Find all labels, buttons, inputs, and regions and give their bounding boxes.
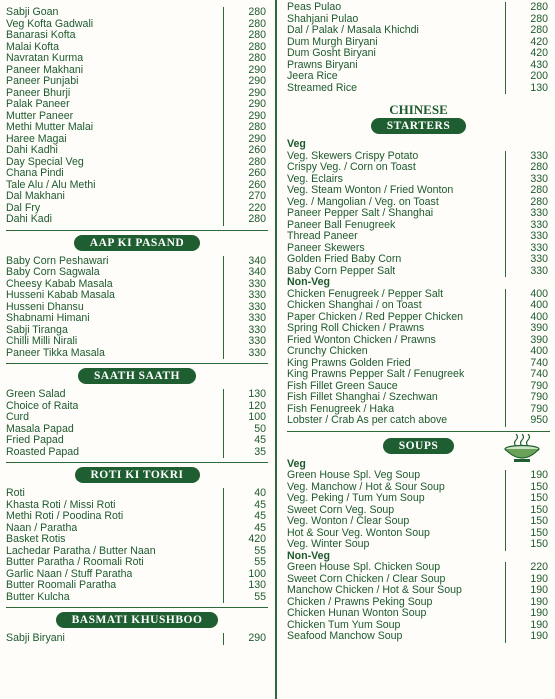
item-name: Banarasi Kofta <box>6 30 76 41</box>
item-name: Roasted Papad <box>6 446 80 458</box>
item-price: 330 <box>223 279 268 291</box>
item-price: 270 <box>223 191 268 203</box>
item-name: Spring Roll Chicken / Prawns <box>287 323 425 334</box>
item-price: 740 <box>505 358 550 370</box>
menu-item <box>287 404 550 416</box>
item-name: Seafood Manchow Soup <box>287 631 403 642</box>
item-price: 150 <box>505 482 550 494</box>
menu-item <box>287 14 550 26</box>
item-price: 330 <box>223 348 268 360</box>
menu-item <box>287 83 550 95</box>
item-price: 100 <box>223 412 268 424</box>
menu-item <box>287 151 550 163</box>
item-name: Dum Gosht Biryani <box>287 48 376 59</box>
item-price: 330 <box>505 220 550 232</box>
menu-item <box>287 323 550 335</box>
menu-item <box>6 279 268 291</box>
item-name: Mutter Paneer <box>6 110 74 122</box>
item-price: 330 <box>505 231 550 243</box>
item-price: 280 <box>223 19 268 31</box>
item-name: Veg. Steam Wonton / Fried Wonton <box>287 185 454 196</box>
menu-item <box>287 392 550 404</box>
menu-item <box>287 208 550 220</box>
basmati-list <box>6 633 268 645</box>
divider <box>6 462 268 463</box>
item-price: 190 <box>505 585 550 597</box>
item-price: 190 <box>505 608 550 620</box>
item-price: 290 <box>223 633 268 645</box>
menu-item <box>6 424 268 436</box>
item-name: Green Salad <box>6 389 66 400</box>
menu-item <box>6 511 268 523</box>
item-price: 150 <box>505 539 550 551</box>
item-name: Paneer Punjabi <box>6 76 79 87</box>
nonveg-label: Non-Veg <box>287 276 330 288</box>
item-name: Sabji Biryani <box>6 633 65 644</box>
item-name: Chicken Shanghai / on Toast <box>287 300 422 311</box>
item-name: Hot & Sour Veg. Wonton Soup <box>287 527 430 539</box>
item-price: 190 <box>505 470 550 482</box>
item-price: 430 <box>505 60 550 72</box>
menu-item <box>287 539 550 551</box>
menu-item <box>6 435 268 447</box>
item-name: Thread Paneer <box>287 231 358 242</box>
right-column <box>287 0 550 643</box>
item-price: 130 <box>505 83 550 95</box>
menu-item <box>287 369 550 381</box>
item-price: 100 <box>223 569 268 581</box>
item-price: 280 <box>223 53 268 65</box>
item-name: Sabji Goan <box>6 7 59 18</box>
item-price: 330 <box>505 151 550 163</box>
menu-item <box>6 7 268 19</box>
item-name: Methi Mutter Malai <box>6 122 94 133</box>
soups-nonveg-list <box>287 562 550 643</box>
item-name: Dum Murgh Biryani <box>287 36 378 48</box>
item-name: Paneer Tikka Masala <box>6 347 105 359</box>
menu-item <box>6 290 268 302</box>
item-price: 290 <box>223 134 268 146</box>
soups-nonveg-label: Non-Veg <box>287 549 330 562</box>
item-name: Basket Rotis <box>6 534 66 545</box>
item-name: Lobster / Crab As per catch above <box>287 415 448 426</box>
item-name: Baby Corn Pepper Salt <box>287 265 396 277</box>
item-name: Curd <box>6 412 29 423</box>
menu-item <box>287 335 550 347</box>
item-name: Tale Alu / Alu Methi <box>6 179 96 191</box>
menu-item <box>287 289 550 301</box>
item-price: 50 <box>223 424 268 436</box>
menu-item <box>6 203 268 215</box>
item-name: Malai Kofta <box>6 41 59 53</box>
veg-label: Veg <box>287 138 306 150</box>
menu-item <box>287 574 550 586</box>
section-roti-ki-tokri: ROTI KI TOKRI <box>75 467 200 483</box>
item-name: Sweet Corn Veg. Soup <box>287 504 395 516</box>
menu-item <box>287 608 550 620</box>
item-price: 280 <box>223 7 268 19</box>
item-price: 260 <box>223 145 268 157</box>
rice-list <box>287 0 550 94</box>
divider <box>6 363 268 364</box>
saath-saath-list <box>6 389 268 458</box>
menu-item <box>6 122 268 134</box>
item-name: Baby Corn Peshawari <box>6 255 109 267</box>
menu-item <box>6 99 268 111</box>
menu-item <box>6 569 268 581</box>
item-name: Green House Spl. Veg Soup <box>287 470 421 481</box>
item-price: 330 <box>505 174 550 186</box>
item-price: 790 <box>505 404 550 416</box>
item-price: 150 <box>505 528 550 540</box>
item-price: 330 <box>223 313 268 325</box>
item-price: 220 <box>505 562 550 574</box>
item-name: Fish Fenugreek / Haka <box>287 403 395 415</box>
item-name: Veg. Manchow / Hot & Sour Soup <box>287 481 445 493</box>
item-name: Veg. Peking / Tum Yum Soup <box>287 493 425 504</box>
item-name: Veg. Wonton / Clear Soup <box>287 516 410 527</box>
item-price: 280 <box>505 162 550 174</box>
menu-item <box>287 37 550 49</box>
menu-item <box>6 500 268 512</box>
item-price: 330 <box>223 336 268 348</box>
item-name: Day Special Veg <box>6 156 84 168</box>
item-price: 400 <box>505 300 550 312</box>
item-price: 280 <box>223 214 268 226</box>
item-price: 55 <box>223 592 268 604</box>
menu-item <box>6 267 268 279</box>
menu-item <box>6 401 268 413</box>
menu-item <box>6 302 268 314</box>
soups-veg-list <box>287 470 550 551</box>
menu-item <box>6 313 268 325</box>
item-name: Paneer Ball Fenugreek <box>287 219 396 231</box>
menu-item <box>287 482 550 494</box>
section-saath-saath: SAATH SAATH <box>78 368 196 384</box>
divider <box>6 230 268 231</box>
menu-item <box>287 562 550 574</box>
menu-item <box>6 214 268 226</box>
soup-bowl-icon <box>502 434 542 464</box>
menu-item <box>6 42 268 54</box>
menu-item <box>287 528 550 540</box>
item-name: Crunchy Chicken <box>287 346 368 357</box>
item-price: 55 <box>223 557 268 569</box>
menu-item <box>6 111 268 123</box>
menu-item <box>6 523 268 535</box>
menu-item <box>6 557 268 569</box>
menu-item <box>6 580 268 592</box>
item-price: 55 <box>223 546 268 558</box>
menu-item <box>6 53 268 65</box>
starters-nonveg-list <box>287 289 550 427</box>
item-price: 280 <box>223 42 268 54</box>
item-name: Fish Fillet Shanghai / Szechwan <box>287 392 438 403</box>
item-name: Jeera Rice <box>287 71 338 82</box>
menu-item <box>287 185 550 197</box>
menu-item <box>287 300 550 312</box>
section-aap-ki-pasand: AAP KI PASAND <box>74 235 200 251</box>
item-price: 280 <box>505 2 550 14</box>
menu-item <box>287 174 550 186</box>
menu-item <box>6 30 268 42</box>
item-name: Veg. Skewers Crispy Potato <box>287 150 419 162</box>
item-price: 45 <box>223 500 268 512</box>
item-price: 330 <box>505 254 550 266</box>
section-starters: STARTERS <box>371 118 466 134</box>
menu-item <box>6 19 268 31</box>
divider <box>287 431 550 432</box>
item-price: 280 <box>505 185 550 197</box>
menu-item <box>6 633 268 645</box>
item-name: Chicken Hunan Wonton Soup <box>287 608 427 619</box>
menu-item <box>287 71 550 83</box>
item-name: Dal / Palak / Masala Khichdi <box>287 25 419 36</box>
item-name: Chicken Fenugreek / Pepper Salt <box>287 288 444 300</box>
menu-item <box>6 412 268 424</box>
menu-item <box>6 168 268 180</box>
menu-item <box>6 534 268 546</box>
item-name: Fried Wonton Chicken / Prawns <box>287 334 436 346</box>
item-name: Khasta Roti / Missi Roti <box>6 499 116 511</box>
menu-item <box>287 2 550 14</box>
section-soups: SOUPS <box>383 438 455 454</box>
item-price: 280 <box>223 30 268 42</box>
menu-item <box>6 180 268 192</box>
menu-item <box>6 336 268 348</box>
item-price: 340 <box>223 256 268 268</box>
item-name: Veg. Eclairs <box>287 173 343 185</box>
menu-item <box>287 346 550 358</box>
menu-item <box>6 592 268 604</box>
menu-item <box>287 25 550 37</box>
item-price: 130 <box>223 389 268 401</box>
menu-item <box>6 488 268 500</box>
item-name: Dal Makhani <box>6 191 65 202</box>
item-name: Fish Fillet Green Sauce <box>287 380 398 392</box>
item-name: Paper Chicken / Red Pepper Chicken <box>287 311 464 323</box>
menu-item <box>287 381 550 393</box>
menu-item <box>287 415 550 427</box>
menu-item <box>287 585 550 597</box>
item-name: Paneer Makhani <box>6 64 84 76</box>
menu-item <box>287 358 550 370</box>
item-name: Streamed Rice <box>287 82 358 94</box>
curries-list <box>6 0 268 226</box>
item-name: Paneer Pepper Salt / Shanghai <box>287 208 434 219</box>
menu-item <box>6 546 268 558</box>
menu-item <box>287 243 550 255</box>
menu-item <box>6 76 268 88</box>
item-price: 220 <box>223 203 268 215</box>
item-name: Paneer Bhurji <box>6 87 71 99</box>
item-name: Golden Fried Baby Corn <box>287 254 402 265</box>
item-name: Masala Papad <box>6 423 74 435</box>
item-name: Roti <box>6 488 25 499</box>
item-name: Sweet Corn Chicken / Clear Soup <box>287 573 446 585</box>
menu-item <box>6 88 268 100</box>
item-name: Chicken / Prawns Peking Soup <box>287 596 433 608</box>
item-price: 150 <box>505 505 550 517</box>
item-price: 190 <box>505 597 550 609</box>
item-price: 340 <box>223 267 268 279</box>
item-price: 330 <box>223 302 268 314</box>
item-price: 420 <box>223 534 268 546</box>
item-price: 290 <box>223 88 268 100</box>
section-chinese: CHINESE <box>389 102 448 117</box>
item-price: 280 <box>505 14 550 26</box>
menu-item <box>287 60 550 72</box>
menu-item <box>6 325 268 337</box>
item-name: Green House Spl. Chicken Soup <box>287 562 441 573</box>
item-price: 120 <box>223 401 268 413</box>
item-name: Peas Pulao <box>287 2 342 13</box>
item-price: 330 <box>223 325 268 337</box>
item-price: 150 <box>505 516 550 528</box>
menu-item <box>6 389 268 401</box>
menu-item <box>6 65 268 77</box>
item-name: Chicken Tum Yum Soup <box>287 619 401 631</box>
item-name: Baby Corn Sagwala <box>6 267 100 278</box>
item-price: 420 <box>505 48 550 60</box>
item-price: 400 <box>505 289 550 301</box>
item-price: 420 <box>505 37 550 49</box>
item-price: 290 <box>223 111 268 123</box>
item-price: 280 <box>223 157 268 169</box>
aap-ki-pasand-list <box>6 256 268 360</box>
menu-item <box>287 516 550 528</box>
item-name: King Prawns Golden Fried <box>287 357 411 369</box>
item-price: 130 <box>223 580 268 592</box>
menu-item <box>6 191 268 203</box>
menu-item <box>287 493 550 505</box>
item-price: 790 <box>505 381 550 393</box>
menu-item <box>6 145 268 157</box>
starters-veg-list <box>287 151 550 278</box>
item-name: King Prawns Pepper Salt / Fenugreek <box>287 369 465 380</box>
item-price: 190 <box>505 620 550 632</box>
item-name: Lachedar Paratha / Butter Naan <box>6 545 156 557</box>
item-name: Shahjani Pulao <box>287 13 359 25</box>
item-price: 400 <box>505 312 550 324</box>
item-name: Chilli Milli Nirali <box>6 336 78 347</box>
item-name: Dal Fry <box>6 202 41 214</box>
item-name: Husseni Kabab Masala <box>6 290 115 301</box>
item-name: Crispy Veg. / Corn on Toast <box>287 162 416 173</box>
roti-list <box>6 488 268 603</box>
column-divider <box>275 0 277 699</box>
menu-item <box>6 157 268 169</box>
item-price: 45 <box>223 523 268 535</box>
menu-item <box>287 597 550 609</box>
item-name: Veg. Winter Soup <box>287 539 370 550</box>
item-name: Haree Magai <box>6 133 67 145</box>
item-name: Paneer Skewers <box>287 242 365 254</box>
item-price: 150 <box>505 493 550 505</box>
item-price: 400 <box>505 346 550 358</box>
menu-item <box>287 631 550 643</box>
item-name: Husseni Dhansu <box>6 301 84 313</box>
menu-item <box>287 254 550 266</box>
item-name: Palak Paneer <box>6 99 70 110</box>
item-name: Naan / Paratha <box>6 522 78 534</box>
menu-item <box>287 197 550 209</box>
item-price: 290 <box>223 99 268 111</box>
item-name: Shabnami Himani <box>6 313 90 324</box>
menu-item <box>6 447 268 459</box>
item-price: 330 <box>505 243 550 255</box>
item-price: 190 <box>505 574 550 586</box>
menu-item <box>287 505 550 517</box>
item-name: Dahi Kadi <box>6 214 52 225</box>
menu-item <box>287 220 550 232</box>
item-price: 390 <box>505 335 550 347</box>
menu-item <box>6 348 268 360</box>
item-name: Butter Paratha / Roomali Roti <box>6 557 144 568</box>
item-price: 950 <box>505 415 550 427</box>
item-price: 280 <box>505 25 550 37</box>
item-price: 200 <box>505 71 550 83</box>
item-price: 330 <box>223 290 268 302</box>
item-price: 790 <box>505 392 550 404</box>
menu-item <box>6 134 268 146</box>
divider <box>6 607 268 608</box>
item-price: 45 <box>223 435 268 447</box>
item-name: Navratan Kurma <box>6 53 84 64</box>
soups-veg-label: Veg <box>287 457 306 470</box>
menu-item <box>287 620 550 632</box>
item-price: 280 <box>223 122 268 134</box>
item-name: Chana Pindi <box>6 168 64 179</box>
menu-item <box>287 470 550 482</box>
item-price: 40 <box>223 488 268 500</box>
item-price: 280 <box>505 197 550 209</box>
item-name: Sabji Tiranga <box>6 324 68 336</box>
item-name: Manchow Chicken / Hot & Sour Soup <box>287 585 462 596</box>
item-price: 390 <box>505 323 550 335</box>
menu-item <box>287 48 550 60</box>
item-price: 190 <box>505 631 550 643</box>
item-name: Cheesy Kabab Masala <box>6 278 113 290</box>
menu-item <box>287 162 550 174</box>
item-price: 290 <box>223 65 268 77</box>
item-name: Methi Roti / Poodina Roti <box>6 511 124 522</box>
item-name: Fried Papad <box>6 435 64 446</box>
item-name: Butter Roomali Paratha <box>6 580 117 591</box>
menu-item <box>6 256 268 268</box>
item-name: Choice of Raita <box>6 400 79 412</box>
menu-item <box>287 231 550 243</box>
item-name: Prawns Biryani <box>287 59 358 71</box>
item-name: Veg Kofta Gadwali <box>6 18 94 30</box>
menu-item <box>287 312 550 324</box>
item-price: 290 <box>223 76 268 88</box>
item-price: 740 <box>505 369 550 381</box>
item-name: Veg. / Mangolian / Veg. on Toast <box>287 196 439 208</box>
item-name: Butter Kulcha <box>6 591 70 603</box>
left-column <box>6 0 268 645</box>
item-price: 260 <box>223 168 268 180</box>
section-basmati-khushboo: BASMATI KHUSHBOO <box>56 612 219 628</box>
item-name: Dahi Kadhi <box>6 145 58 156</box>
item-price: 260 <box>223 180 268 192</box>
item-name: Garlic Naan / Stuff Paratha <box>6 568 133 580</box>
item-price: 330 <box>505 266 550 278</box>
item-price: 45 <box>223 511 268 523</box>
item-price: 35 <box>223 447 268 459</box>
item-price: 330 <box>505 208 550 220</box>
